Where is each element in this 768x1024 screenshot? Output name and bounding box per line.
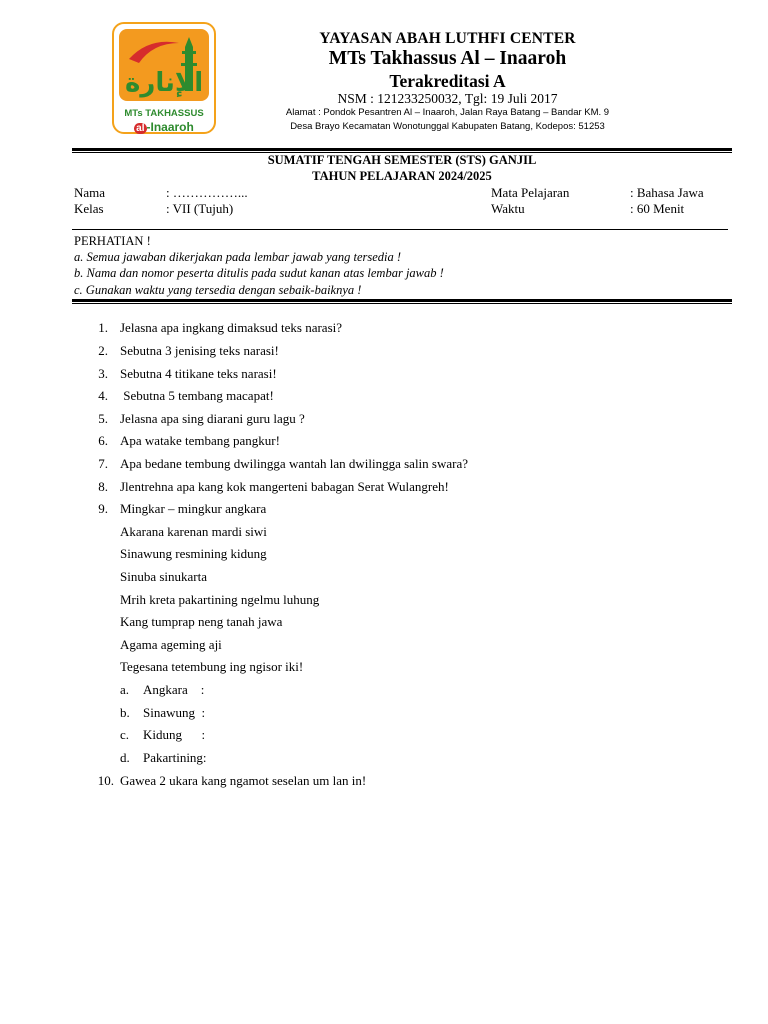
nsm: NSM : 121233250032, Tgl: 19 Juli 2017 [337, 91, 558, 106]
sub-item-letter: d. [120, 750, 130, 765]
exam-year: TAHUN PELAJARAN 2024/2025 [312, 169, 492, 183]
info-divider [72, 229, 728, 230]
question-number: 2. [98, 343, 108, 358]
notice-title: PERHATIAN ! [74, 234, 151, 248]
question-text: Sebutna 3 jenising teks narasi! [120, 343, 279, 358]
sub-item-text: Pakartining: [143, 750, 207, 765]
logo-al-badge: al [136, 123, 145, 134]
question-number: 10. [97, 773, 114, 788]
question-number: 7. [98, 456, 108, 471]
poem-line: Sinawung resmining kidung [120, 546, 267, 561]
sub-item-text: Sinawung : [143, 705, 206, 720]
question-text: Sebutna 5 tembang macapat! [120, 388, 274, 403]
notice-c: c. Gunakan waktu yang tersedia dengan sebaik-baiknya ! [74, 283, 362, 297]
sub-item-letter: b. [120, 705, 130, 720]
accreditation: Terakreditasi A [389, 71, 506, 91]
class-value: : VII (Tujuh) [166, 201, 234, 216]
subject-value: : Bahasa Jawa [630, 185, 704, 200]
question-text: Apa watake tembang pangkur! [120, 433, 280, 448]
sub-item-text: Angkara : [143, 682, 205, 697]
notice-a: a. Semua jawaban dikerjakan pada lembar jawab yang tersedia ! [74, 250, 402, 264]
poem-line: Kang tumprap neng tanah jawa [120, 614, 283, 629]
poem-line: Mingkar – mingkur angkara [120, 501, 267, 516]
school-name: MTs Takhassus Al – Inaaroh [328, 48, 567, 69]
sub-item-text: Kidung : [143, 727, 206, 742]
question-text: Gawea 2 ukara kang ngamot seselan um lan in! [120, 773, 367, 788]
question-text: Jlentrehna apa kang kok mangerteni babagan Serat Wulangreh! [120, 479, 449, 494]
question-text: Apa bedane tembung dwilingga wantah lan dwilingga salin swara? [120, 456, 469, 471]
logo-caption-2 [114, 120, 214, 134]
sub-item-letter: a. [120, 682, 130, 697]
question-instruction: Tegesana tetembung ing ngisor iki! [120, 659, 304, 674]
name-value: : ……………... [166, 185, 248, 200]
question-number: 1. [98, 320, 108, 335]
subject-label: Mata Pelajaran [491, 185, 570, 200]
time-label: Waktu [491, 201, 525, 216]
notice-b: b. Nama dan nomor peserta ditulis pada sudut kanan atas lembar jawab ! [74, 266, 444, 280]
question-number: 4. [98, 388, 108, 403]
poem-line: Akarana karenan mardi siwi [120, 524, 267, 539]
foundation-name: YAYASAN ABAH LUTHFI CENTER [319, 30, 576, 47]
poem-line: Mrih kreta pakartining ngelmu luhung [120, 592, 320, 607]
question-number: 3. [98, 366, 108, 381]
question-text: Jelasna apa sing diarani guru lagu ? [120, 411, 305, 426]
question-number: 8. [98, 479, 108, 494]
poem-line: Agama ageming aji [120, 637, 222, 652]
sub-item-letter: c. [120, 727, 130, 742]
logo-inaaroh: -Inaaroh [146, 120, 194, 134]
question-text: Sebutna 4 titikane teks narasi! [120, 366, 277, 381]
address-line-1: Alamat : Pondok Pesantren Al – Inaaroh, Jalan Raya Batang – Bandar KM. 9 [285, 107, 610, 118]
exam-title: SUMATIF TENGAH SEMESTER (STS) GANJIL [267, 153, 537, 167]
question-number: 9. [98, 501, 108, 516]
header-divider-thick [72, 148, 732, 151]
logo-emblem [119, 29, 209, 101]
poem-line: Sinuba sinukarta [120, 569, 208, 584]
mosque-icon [119, 29, 209, 101]
notice-divider-thick [72, 299, 732, 302]
class-label: Kelas [74, 201, 104, 216]
question-number: 5. [98, 411, 108, 426]
school-logo [112, 22, 216, 134]
notice-divider-thin [72, 303, 732, 304]
logo-arabic-text: الإنارة [125, 68, 204, 98]
question-text: Jelasna apa ingkang dimaksud teks narasi? [120, 320, 343, 335]
name-label: Nama [74, 185, 106, 200]
time-value: : 60 Menit [630, 201, 685, 216]
logo-caption-1: MTs TAKHASSUS [124, 108, 204, 119]
question-number: 6. [98, 433, 108, 448]
address-line-2: Desa Brayo Kecamatan Wonotunggal Kabupaten Batang, Kodepos: 51253 [290, 121, 605, 132]
